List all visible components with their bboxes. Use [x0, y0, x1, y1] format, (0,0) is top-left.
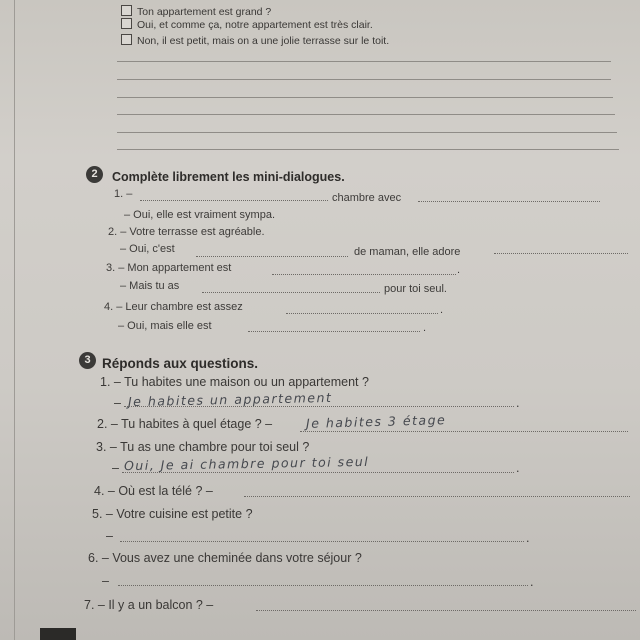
- exercise-heading: Réponds aux questions.: [102, 356, 259, 371]
- option-row[interactable]: [121, 5, 271, 18]
- blank-field[interactable]: [202, 292, 380, 293]
- exercise-number-badge: 2: [86, 166, 103, 183]
- blank-field[interactable]: [140, 200, 328, 201]
- dialogue-line: 4. – Leur chambre est assez: [104, 301, 243, 313]
- page-corner-tab: [40, 628, 76, 640]
- option-text: Oui, et comme ça, notre appartement est très clair.: [137, 19, 373, 31]
- handwritten-answer: Je habites 3 étage: [305, 412, 447, 431]
- question-text: 3. – Tu as une chambre pour toi seul ?: [96, 440, 310, 454]
- blank-field[interactable]: [286, 313, 438, 314]
- dialogue-line-end: .: [423, 322, 427, 334]
- answer-field[interactable]: [244, 496, 630, 497]
- blank-field[interactable]: [418, 201, 600, 202]
- dialogue-line: 2. – Votre terrasse est agréable.: [108, 226, 265, 238]
- answer-field[interactable]: [122, 472, 514, 473]
- answer-dash: –: [106, 529, 113, 543]
- dialogue-line-continuation: chambre avec: [332, 192, 402, 204]
- option-row[interactable]: [121, 18, 373, 31]
- answer-dash: –: [102, 574, 109, 588]
- writing-line[interactable]: [117, 149, 619, 150]
- checkbox[interactable]: [121, 34, 132, 45]
- handwritten-answer: Je habites un appartement: [127, 389, 333, 410]
- writing-line[interactable]: [117, 97, 613, 98]
- checkbox[interactable]: [121, 5, 132, 16]
- dialogue-line-continuation: pour toi seul.: [384, 283, 447, 295]
- exercise-heading: Complète librement les mini-dialogues.: [112, 170, 345, 184]
- option-text: Non, il est petit, mais on a une jolie terrasse sur le toit.: [137, 35, 390, 47]
- writing-line[interactable]: [117, 132, 617, 133]
- answer-field[interactable]: [256, 610, 636, 611]
- answer-field[interactable]: [124, 406, 514, 407]
- dialogue-line-end: .: [440, 304, 444, 316]
- answer-end: .: [530, 575, 534, 589]
- writing-line[interactable]: [117, 79, 611, 80]
- dialogue-line-end: .: [457, 264, 461, 276]
- question-text: 2. – Tu habites à quel étage ? –: [97, 417, 273, 431]
- answer-end: .: [526, 531, 530, 545]
- answer-dash: –: [112, 461, 119, 475]
- dialogue-line: – Oui, mais elle est: [118, 320, 212, 332]
- question-text: 5. – Votre cuisine est petite ?: [92, 507, 253, 521]
- question-text: 4. – Où est la télé ? –: [94, 484, 213, 498]
- option-text: Ton appartement est grand ?: [137, 6, 272, 18]
- checkbox[interactable]: [121, 18, 132, 29]
- dialogue-line: – Oui, c'est: [120, 243, 175, 255]
- question-text: 7. – Il y a un balcon ? –: [84, 598, 214, 612]
- answer-end: .: [516, 396, 520, 410]
- dialogue-line-continuation: de maman, elle adore: [354, 246, 461, 258]
- dialogue-line: – Oui, elle est vraiment sympa.: [124, 209, 276, 221]
- answer-field[interactable]: [120, 541, 524, 542]
- blank-field[interactable]: [494, 253, 628, 254]
- page-margin-line: [14, 0, 15, 640]
- handwritten-answer: Oui, Je ai chambre pour toi seul: [123, 453, 370, 474]
- blank-field[interactable]: [272, 274, 456, 275]
- dialogue-line: 3. – Mon appartement est: [106, 262, 232, 274]
- exercise-number-badge: 3: [79, 352, 96, 369]
- blank-field[interactable]: [248, 331, 420, 332]
- writing-line[interactable]: [117, 61, 611, 62]
- answer-field[interactable]: [118, 585, 528, 586]
- dialogue-line: 1. –: [114, 188, 133, 200]
- writing-line[interactable]: [117, 114, 615, 115]
- answer-field[interactable]: [300, 431, 628, 432]
- question-text: 1. – Tu habites une maison ou un appartement ?: [100, 375, 369, 389]
- answer-dash: –: [114, 396, 121, 410]
- option-row[interactable]: [121, 34, 389, 47]
- answer-end: .: [516, 461, 520, 475]
- dialogue-line: – Mais tu as: [120, 280, 180, 292]
- blank-field[interactable]: [196, 256, 348, 257]
- question-text: 6. – Vous avez une cheminée dans votre séjour ?: [88, 551, 362, 565]
